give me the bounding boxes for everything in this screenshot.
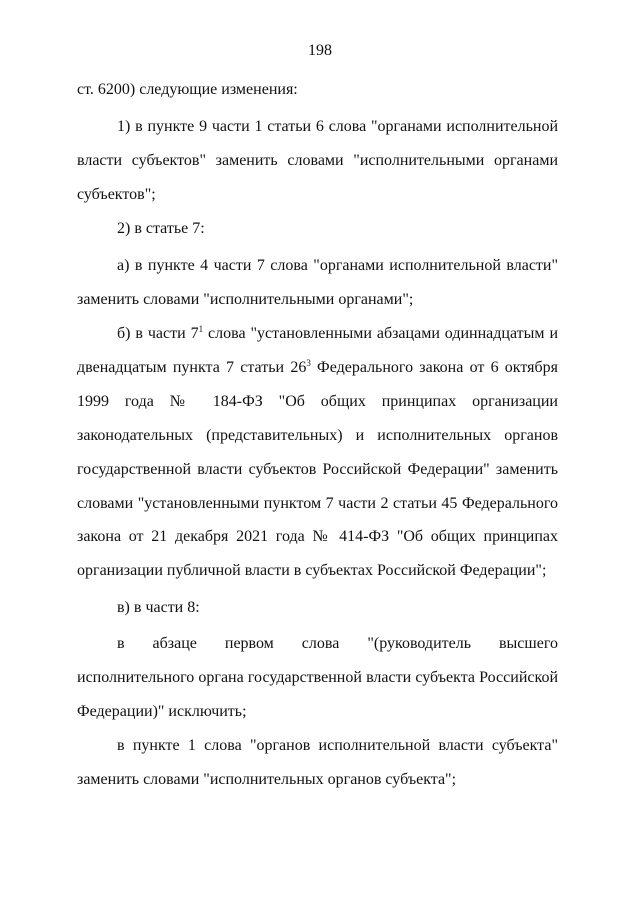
superscript-1: 1 bbox=[198, 324, 204, 334]
paragraph-item-2b-text-2: слова "установленными абзацами одиннадцатым и двенадцатым пункта 7 статьи 26 bbox=[77, 325, 559, 376]
paragraph-item-2b bbox=[77, 317, 558, 588]
paragraph-intro: ст. 6200) следующие изменения: bbox=[77, 81, 298, 98]
paragraph-item-1: 1) в пункте 9 части 1 статьи 6 слова "органами исполнительной власти субъектов" заменить словами "исполнительными органами субъектов"; bbox=[77, 118, 558, 203]
paragraph-item-2c-point-1: в пункте 1 слова "органов исполнительной власти субъекта" заменить словами "исполнительных органов субъекта"; bbox=[77, 737, 558, 788]
paragraph-item-2b-text-3: Федерального закона от 6 октября 1999 года № 184-ФЗ "Об общих принципах организации законодательных (представительных) и исполнительных органов государственной власти субъектов Российской Федерации" заменить словами "установленными пунктом 7 части 2 статьи 45 Федерального закона от 21 декабря 2021 года № 414-ФЗ "Об общих принципах организации публичной власти в субъектах Российской Федерации"; bbox=[77, 358, 558, 580]
page-number: 198 bbox=[308, 42, 332, 59]
paragraph-item-2a: а) в пункте 4 части 7 слова "органами исполнительной власти" заменить словами "исполнительными органами"; bbox=[77, 257, 558, 308]
paragraph-item-2c-first: в абзаце первом слова "(руководитель высшего исполнительного органа государственной власти субъекта Российской Федерации)" исключить; bbox=[77, 635, 558, 720]
superscript-3: 3 bbox=[306, 357, 311, 368]
paragraph-item-2: 2) в статье 7: bbox=[117, 220, 205, 237]
paragraph-item-2c: в) в части 8: bbox=[117, 599, 200, 616]
paragraph-item-2b-text-1: б) в части 7 bbox=[117, 325, 199, 342]
